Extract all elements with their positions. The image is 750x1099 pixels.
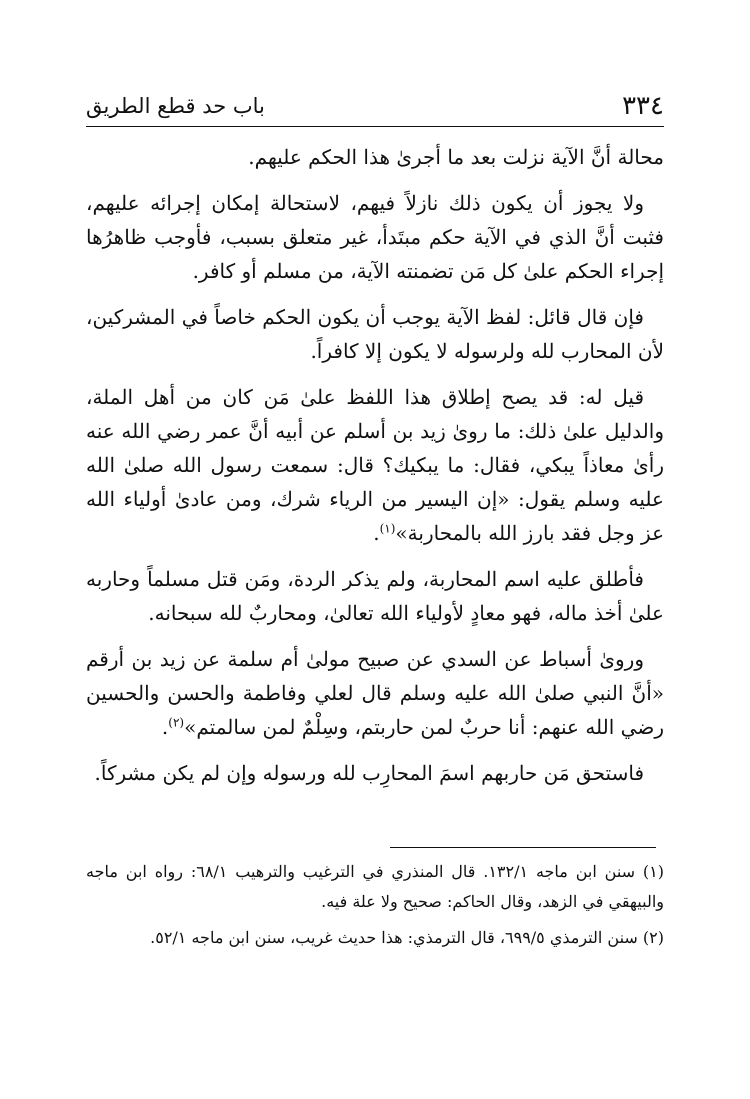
running-title: باب حد قطع الطريق — [86, 94, 265, 118]
page-number: ٣٣٤ — [622, 91, 664, 121]
page-header — [86, 86, 664, 127]
paragraph-4-end: . — [373, 521, 380, 545]
footnote-1: (١) سنن ابن ماجه ١٣٢/١. قال المنذري في الترغيب والترهيب ٦٨/١: رواه ابن ماجه والبيهقي في الزهد، وقال الحاكم: صحيح ولا علة فيه. — [86, 862, 664, 911]
paragraph-6-end: . — [161, 715, 169, 739]
footnote-2: (٢) سنن الترمذي ٦٩٩/٥، قال الترمذي: هذا حديث غريب، سنن ابن ماجه ٥٢/١. — [150, 928, 664, 947]
main-text — [86, 140, 664, 802]
footnote-divider — [390, 847, 656, 848]
paragraph-5: فأطلق عليه اسم المحاربة، ولم يذكر الردة، ومَن قتل مسلماً وحاربه علىٰ أخذ ماله، فهو معادٍ لأولياء الله تعالىٰ، ومحاربٌ لله سبحانه. — [86, 567, 664, 625]
paragraph-2: ولا يجوز أن يكون ذلك نازلاً فيهم، لاستحالة إمكان إجرائه عليهم، فثبت أنَّ الذي في الآية حكم مبتَدأ، غير متعلق بسبب، فأوجب ظاهرُها إجراء الحكم علىٰ كل مَن تضمنته الآية، من مسلم أو كافر. — [86, 191, 664, 283]
paragraph-3: فإن قال قائل: لفظ الآية يوجب أن يكون الحكم خاصاً في المشركين، لأن المحارب لله ولرسوله لا يكون إلا كافراً. — [86, 305, 664, 363]
footnotes — [86, 857, 664, 959]
footnote-ref-1[interactable]: (١) — [379, 521, 396, 536]
paragraph-7: فاستحق مَن حاربهم اسمَ المحارِب لله ورسوله وإن لم يكن مشركاً. — [94, 761, 644, 785]
footnote-ref-2[interactable]: (٢) — [168, 715, 185, 730]
paragraph-6-text: وروىٰ أسباط عن السدي عن صبيح مولىٰ أم سلمة عن زيد بن أرقم «أنَّ النبي صلىٰ الله عليه وسلم قال لعلي وفاطمة والحسن والحسين رضي الله عنهم: أنا حربٌ لمن حاربتم، وسِلْمٌ لمن سالمتم» — [86, 647, 664, 739]
paragraph-4 — [86, 380, 664, 550]
paragraph-4-text: قيل له: قد يصح إطلاق هذا اللفظ علىٰ مَن كان من أهل الملة، والدليل علىٰ ذلك: ما روىٰ زيد بن أسلم عن أبيه أنَّ عمر رضي الله عنه رأىٰ معاذاً يبكي، فقال: ما يبكيك؟ قال: سمعت رسول الله صلىٰ الله عليه وسلم يقول: «إن اليسير من الرياء شرك، ومن عادىٰ أولياء الله عز وجل فقد بارز الله بالمحاربة» — [86, 385, 664, 545]
paragraph-1: محالة أنَّ الآية نزلت بعد ما أجرىٰ هذا الحكم عليهم. — [248, 145, 664, 169]
paragraph-6 — [86, 642, 664, 744]
